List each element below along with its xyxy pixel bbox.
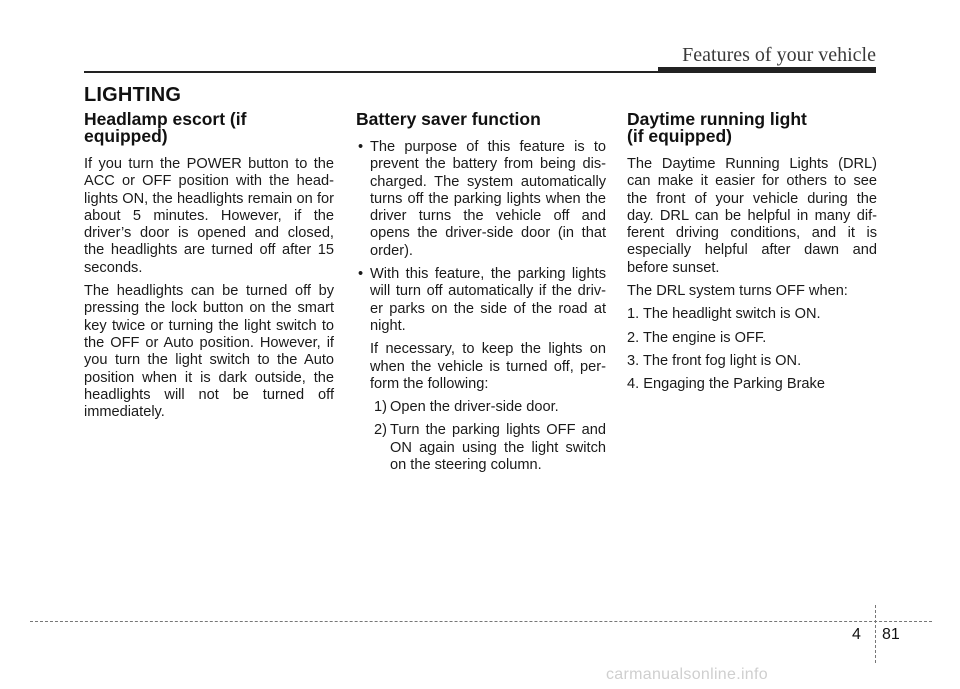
drl-paragraph-2: The DRL system turns OFF when: [627, 283, 848, 300]
battery-saver-step-1 [356, 399, 606, 416]
footer-divider [30, 621, 932, 622]
drl-list-item-3: 3. The front fog light is ON. [627, 352, 802, 369]
battery-saver-step-2 [356, 422, 606, 474]
column-headlamp-escort [84, 108, 334, 427]
page-header-title: Features of your vehicle [682, 44, 876, 66]
headlamp-escort-paragraph-2: The headlights can be turned off by pressing the lock button on the smart key twice or turning the light switch to the OFF or Auto position. However, if you turn the light switch to the Auto position when it is dark outside, the headlights will not be turned off immediately. [84, 283, 334, 421]
step-number: 1) [374, 399, 387, 416]
footer-page-divider [875, 605, 876, 663]
drl-list-item-1: 1. The headlight switch is ON. [627, 306, 821, 323]
section-title: LIGHTING [84, 84, 182, 106]
drl-heading-line-2: (if equipped) [627, 126, 732, 146]
headlamp-escort-paragraph-1: If you turn the POWER button to the ACC or OFF position with the head-lights ON, the headlights remain on for about 5 minutes. However, if the driver’s door is opened and closed, the headlights are turned off after 15 seconds. [84, 156, 334, 276]
battery-saver-bullet-1 [356, 139, 606, 260]
bullet-icon: • [358, 139, 364, 155]
headlamp-escort-heading: Headlamp escort (if equipped) [84, 109, 247, 146]
bullet-icon: • [358, 266, 364, 283]
watermark: carmanualsonline.info [606, 666, 768, 683]
drl-heading-line-1: Daytime running light [627, 109, 807, 129]
step-text: Turn the parking lights OFF and ON again using the light switch on the steering column. [390, 422, 606, 474]
bullet-text: With this feature, the parking lights will turn off automatically if the driv-er parks on the side of the road at night. [370, 266, 606, 334]
chapter-number: 4 [852, 626, 861, 643]
header-rule [84, 71, 734, 73]
bullet-text: The purpose of this feature is to prevent the battery from being dis-charged. The system automatically turns off the parking lights when the driver turns the vehicle off and opens the driver-side door (in that order). [370, 139, 606, 259]
battery-saver-note: If necessary, to keep the lights on when the vehicle is turned off, per-form the following: [370, 341, 606, 392]
drl-list-item-4: 4. Engaging the Parking Brake [627, 376, 825, 393]
step-number: 2) [374, 422, 387, 439]
battery-saver-heading: Battery saver function [356, 109, 541, 129]
column-daytime-running-light [627, 108, 877, 400]
drl-list-item-2: 2. The engine is OFF. [627, 329, 767, 346]
drl-paragraph-1: The Daytime Running Lights (DRL) can make it easier for others to see the front of your vehicle during the day. DRL can be helpful in many dif-ferent driving conditions, and it is especially helpful after dawn and before sunset. [627, 156, 877, 276]
header-rule-accent [658, 67, 876, 73]
step-text: Open the driver-side door. [390, 399, 559, 416]
page-number: 81 [882, 626, 900, 643]
column-battery-saver [356, 108, 606, 480]
drl-heading [627, 111, 877, 145]
battery-saver-bullet-2 [356, 266, 606, 335]
